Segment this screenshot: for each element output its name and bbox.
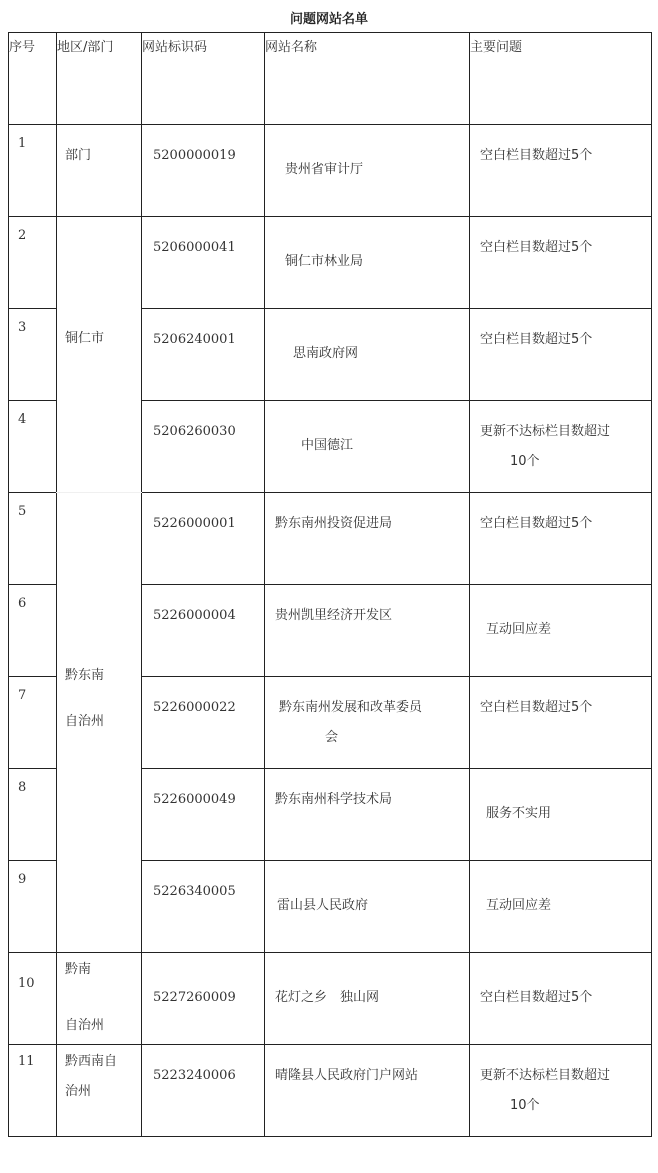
issue-line: 更新不达标栏目数超过 — [480, 424, 611, 439]
website-code: 5226000049 — [153, 792, 236, 807]
website-code: 5226340005 — [153, 884, 236, 899]
problem-websites-table — [8, 32, 652, 1137]
website-name: 黔东南州科学技术局 — [275, 792, 393, 807]
page-title: 问题网站名单 — [289, 12, 368, 27]
issue-line: 10个 — [510, 1098, 540, 1113]
row-seq: 11 — [18, 1054, 35, 1069]
region-line: 自治州 — [65, 714, 105, 729]
website-code: 5226000022 — [153, 700, 236, 715]
region-line: 黔东南 — [65, 668, 105, 683]
row-seq: 3 — [18, 320, 27, 335]
website-name: 黔东南州投资促进局 — [275, 516, 393, 531]
website-name — [265, 677, 469, 753]
issue-text: 空白栏目数超过5个 — [480, 990, 593, 1005]
website-code: 5227260009 — [153, 990, 236, 1005]
issue-line: 10个 — [510, 454, 540, 469]
region-cell — [57, 953, 141, 1041]
website-code: 5223240006 — [153, 1068, 236, 1083]
issue-line: 更新不达标栏目数超过 — [480, 1068, 611, 1083]
website-code: 5206260030 — [153, 424, 236, 439]
website-name: 铜仁市林业局 — [285, 254, 364, 269]
header-issue: 主要问题 — [470, 33, 652, 125]
row-seq: 1 — [18, 136, 27, 151]
region-cell: 铜仁市 — [65, 331, 105, 346]
region-cell — [57, 493, 141, 737]
header-region: 地区/部门 — [57, 33, 142, 125]
row-seq: 7 — [18, 688, 27, 703]
header-seq: 序号 — [9, 33, 57, 125]
website-name: 晴隆县人民政府门户网站 — [275, 1068, 419, 1083]
name-line: 黔东南州发展和改革委员 — [279, 700, 423, 715]
region-cell — [57, 1045, 141, 1107]
header-code: 网站标识码 — [142, 33, 265, 125]
row-seq: 5 — [18, 504, 27, 519]
row-seq: 6 — [18, 596, 27, 611]
table-row — [9, 493, 652, 585]
region-line: 治州 — [65, 1084, 92, 1099]
region-cell: 部门 — [65, 148, 92, 163]
issue-text — [470, 401, 651, 477]
issue-text: 服务不实用 — [486, 806, 552, 821]
website-name: 花灯之乡 独山网 — [275, 990, 380, 1005]
table-header-row — [9, 33, 652, 125]
row-seq: 4 — [18, 412, 27, 427]
issue-text — [470, 1045, 651, 1121]
website-name: 雷山县人民政府 — [277, 898, 369, 913]
region-line: 自治州 — [65, 1018, 105, 1033]
website-code: 5226000001 — [153, 516, 236, 531]
row-seq: 9 — [18, 872, 27, 887]
issue-text: 空白栏目数超过5个 — [480, 148, 593, 163]
table-row — [9, 1045, 652, 1137]
table-row — [9, 217, 652, 309]
issue-text: 互动回应差 — [486, 898, 552, 913]
row-seq: 8 — [18, 780, 27, 795]
website-name: 中国德江 — [301, 438, 354, 453]
issue-text: 互动回应差 — [486, 622, 552, 637]
website-code: 5206240001 — [153, 332, 236, 347]
website-code: 5206000041 — [153, 240, 236, 255]
name-line: 会 — [325, 730, 339, 745]
header-name: 网站名称 — [265, 33, 470, 125]
table-row — [9, 953, 652, 1045]
row-seq: 10 — [18, 976, 35, 991]
website-name: 贵州省审计厅 — [285, 162, 364, 177]
website-code: 5200000019 — [153, 148, 236, 163]
table-row — [9, 125, 652, 217]
website-code: 5226000004 — [153, 608, 236, 623]
issue-text: 空白栏目数超过5个 — [480, 516, 593, 531]
issue-text: 空白栏目数超过5个 — [480, 700, 593, 715]
issue-text: 空白栏目数超过5个 — [480, 240, 593, 255]
issue-text: 空白栏目数超过5个 — [480, 332, 593, 347]
row-seq: 2 — [18, 228, 27, 243]
website-name: 思南政府网 — [293, 346, 359, 361]
website-name: 贵州凯里经济开发区 — [275, 608, 393, 623]
region-line: 黔西南自 — [65, 1054, 118, 1069]
region-line: 黔南 — [65, 962, 92, 977]
